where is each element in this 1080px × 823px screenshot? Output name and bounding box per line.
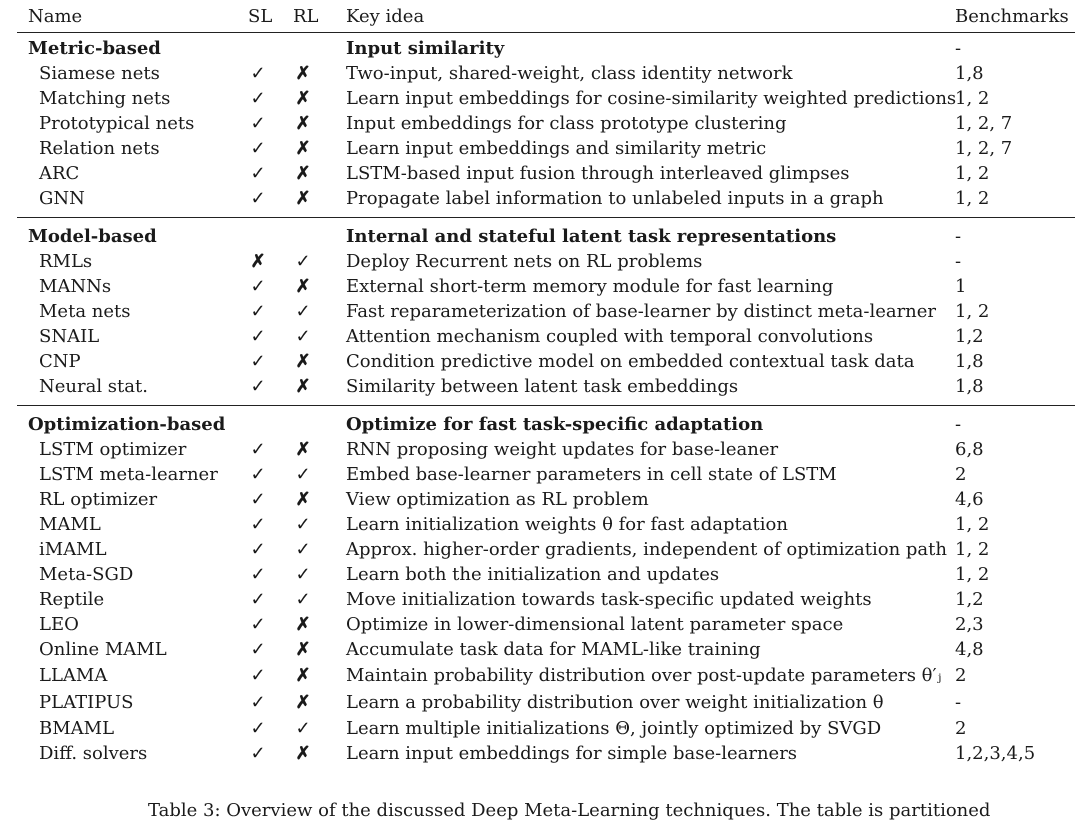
table-row <box>0 324 1080 349</box>
group-title: Metric-based <box>28 38 161 59</box>
header-rl: RL <box>293 6 319 27</box>
row-name: LSTM meta-learner <box>39 464 218 485</box>
row-bench: 2 <box>955 718 967 739</box>
row-rl: ✗ <box>295 188 311 209</box>
row-key-idea: Learn input embeddings and similarity metric <box>346 138 767 159</box>
row-rl: ✓ <box>295 718 311 739</box>
row-key-idea: External short-term memory module for fast learning <box>346 276 834 297</box>
row-key-idea: Input embeddings for class prototype clustering <box>346 113 787 134</box>
row-sl: ✓ <box>250 376 266 397</box>
row-bench: 2 <box>955 464 967 485</box>
group-title: Model-based <box>28 226 157 247</box>
row-name: CNP <box>39 351 81 372</box>
row-name: Relation nets <box>39 138 160 159</box>
row-bench: 1, 2 <box>955 564 990 585</box>
row-name: RL optimizer <box>39 489 158 510</box>
row-name: MAML <box>39 514 101 535</box>
row-rl: ✓ <box>295 564 311 585</box>
header-key-idea: Key idea <box>346 6 425 27</box>
row-rl: ✗ <box>295 376 311 397</box>
row-key-idea: Accumulate task data for MAML-like training <box>346 639 761 660</box>
row-bench: 1, 2 <box>955 301 990 322</box>
row-key-idea: Learn both the initialization and updates <box>346 564 720 585</box>
row-name: PLATIPUS <box>39 692 134 713</box>
group-header <box>0 36 1080 61</box>
row-sl: ✓ <box>250 113 266 134</box>
table-row <box>0 349 1080 374</box>
table-header <box>0 4 1080 29</box>
table-row <box>0 690 1080 715</box>
table-row <box>0 562 1080 587</box>
row-sl: ✓ <box>250 464 266 485</box>
row-rl: ✓ <box>295 326 311 347</box>
table-row <box>0 437 1080 462</box>
row-key-idea: Learn input embeddings for cosine-similarity weighted predictions <box>346 88 957 109</box>
row-bench: 1, 2 <box>955 163 990 184</box>
row-rl: ✗ <box>295 743 311 764</box>
row-bench: 2 <box>955 665 967 686</box>
row-sl: ✓ <box>250 326 266 347</box>
row-sl: ✓ <box>250 276 266 297</box>
table-row <box>0 374 1080 399</box>
table-row <box>0 537 1080 562</box>
header-rule <box>17 32 1075 33</box>
row-rl: ✗ <box>295 163 311 184</box>
row-sl: ✓ <box>250 514 266 535</box>
table-row <box>0 462 1080 487</box>
row-key-idea: Maintain probability distribution over post-update parameters θ′ⱼ <box>346 665 942 686</box>
row-rl: ✓ <box>295 589 311 610</box>
row-name: Diff. solvers <box>39 743 148 764</box>
row-rl: ✓ <box>295 514 311 535</box>
group-rule <box>17 405 1075 406</box>
row-key-idea: Learn input embeddings for simple base-learners <box>346 743 798 764</box>
row-key-idea: RNN proposing weight updates for base-leaner <box>346 439 779 460</box>
row-bench: 1 <box>955 276 967 297</box>
table-row <box>0 186 1080 211</box>
row-bench: - <box>955 251 962 272</box>
row-sl: ✓ <box>250 301 266 322</box>
row-sl: ✓ <box>250 138 266 159</box>
row-name: GNN <box>39 188 85 209</box>
row-bench: 1,2 <box>955 326 984 347</box>
row-bench: 1,2,3,4,5 <box>955 743 1036 764</box>
table-row <box>0 487 1080 512</box>
row-sl: ✓ <box>250 88 266 109</box>
row-rl: ✗ <box>295 665 311 686</box>
row-key-idea: Deploy Recurrent nets on RL problems <box>346 251 703 272</box>
row-rl: ✗ <box>295 63 311 84</box>
table-row <box>0 716 1080 741</box>
row-key-idea: Learn initialization weights θ for fast adaptation <box>346 514 788 535</box>
table-row <box>0 612 1080 637</box>
row-sl: ✓ <box>250 163 266 184</box>
row-name: Matching nets <box>39 88 171 109</box>
row-key-idea: Embed base-learner parameters in cell state of LSTM <box>346 464 837 485</box>
row-sl: ✓ <box>250 564 266 585</box>
row-name: Prototypical nets <box>39 113 195 134</box>
row-key-idea: Condition predictive model on embedded contextual task data <box>346 351 915 372</box>
row-key-idea: Move initialization towards task-specific updated weights <box>346 589 872 610</box>
group-header <box>0 224 1080 249</box>
table-row <box>0 86 1080 111</box>
row-rl: ✗ <box>295 489 311 510</box>
row-sl: ✓ <box>250 351 266 372</box>
row-name: RMLs <box>39 251 93 272</box>
row-rl: ✓ <box>295 301 311 322</box>
row-bench: 1, 2, 7 <box>955 113 1013 134</box>
table-row <box>0 299 1080 324</box>
row-bench: 6,8 <box>955 439 984 460</box>
row-sl: ✓ <box>250 439 266 460</box>
row-name: Online MAML <box>39 639 167 660</box>
row-rl: ✗ <box>295 138 311 159</box>
row-sl: ✓ <box>250 539 266 560</box>
row-bench: 1,8 <box>955 351 984 372</box>
row-rl: ✗ <box>295 639 311 660</box>
row-rl: ✓ <box>295 464 311 485</box>
row-bench: 1, 2 <box>955 188 990 209</box>
header-name: Name <box>28 6 83 27</box>
group-title: Optimization-based <box>28 414 226 435</box>
row-bench: 1,8 <box>955 63 984 84</box>
group-bench: - <box>955 38 962 59</box>
row-bench: 1, 2 <box>955 88 990 109</box>
row-bench: - <box>955 692 962 713</box>
row-sl: ✓ <box>250 692 266 713</box>
row-key-idea: Optimize in lower-dimensional latent parameter space <box>346 614 844 635</box>
row-rl: ✓ <box>295 251 311 272</box>
row-key-idea: Approx. higher-order gradients, independent of optimization path <box>346 539 947 560</box>
group-key-idea: Internal and stateful latent task representations <box>346 226 837 247</box>
table-row <box>0 741 1080 766</box>
row-rl: ✗ <box>295 113 311 134</box>
row-name: Siamese nets <box>39 63 160 84</box>
group-header <box>0 412 1080 437</box>
row-name: Meta nets <box>39 301 131 322</box>
row-bench: 2,3 <box>955 614 984 635</box>
row-sl: ✓ <box>250 188 266 209</box>
row-key-idea: LSTM-based input fusion through interleaved glimpses <box>346 163 850 184</box>
row-bench: 1,2 <box>955 589 984 610</box>
row-key-idea: View optimization as RL problem <box>346 489 649 510</box>
row-sl: ✓ <box>250 614 266 635</box>
row-name: LEO <box>39 614 79 635</box>
row-rl: ✗ <box>295 614 311 635</box>
row-key-idea: Fast reparameterization of base-learner by distinct meta-learner <box>346 301 937 322</box>
table-row <box>0 61 1080 86</box>
row-sl: ✓ <box>250 589 266 610</box>
table-caption: Table 3: Overview of the discussed Deep Meta-Learning techniques. The table is partitioned <box>148 800 991 821</box>
row-rl: ✗ <box>295 88 311 109</box>
row-bench: 1, 2 <box>955 539 990 560</box>
row-key-idea: Learn a probability distribution over weight initialization θ <box>346 692 884 713</box>
group-bench: - <box>955 414 962 435</box>
row-name: Meta-SGD <box>39 564 134 585</box>
row-name: Reptile <box>39 589 105 610</box>
row-name: Neural stat. <box>39 376 148 397</box>
row-sl: ✓ <box>250 63 266 84</box>
table-row <box>0 111 1080 136</box>
row-name: ARC <box>39 163 80 184</box>
row-key-idea: Two-input, shared-weight, class identity network <box>346 63 793 84</box>
row-sl: ✓ <box>250 489 266 510</box>
group-key-idea: Input similarity <box>346 38 505 59</box>
row-rl: ✗ <box>295 692 311 713</box>
table-row <box>0 512 1080 537</box>
row-name: LSTM optimizer <box>39 439 187 460</box>
row-name: LLAMA <box>39 665 108 686</box>
row-sl: ✗ <box>250 251 266 272</box>
header-sl: SL <box>248 6 273 27</box>
row-name: SNAIL <box>39 326 100 347</box>
group-bench: - <box>955 226 962 247</box>
group-rule <box>17 217 1075 218</box>
row-sl: ✓ <box>250 665 266 686</box>
group-key-idea: Optimize for fast task-specific adaptation <box>346 414 764 435</box>
row-sl: ✓ <box>250 639 266 660</box>
table-row <box>0 587 1080 612</box>
header-benchmarks: Benchmarks <box>955 6 1069 27</box>
row-key-idea: Learn multiple initializations Θ, jointly optimized by SVGD <box>346 718 882 739</box>
row-name: iMAML <box>39 539 107 560</box>
row-rl: ✗ <box>295 351 311 372</box>
row-bench: 4,8 <box>955 639 984 660</box>
table-row <box>0 637 1080 662</box>
table-row <box>0 136 1080 161</box>
table-row <box>0 161 1080 186</box>
row-name: MANNs <box>39 276 112 297</box>
row-name: BMAML <box>39 718 115 739</box>
row-bench: 4,6 <box>955 489 984 510</box>
row-rl: ✗ <box>295 276 311 297</box>
row-sl: ✓ <box>250 743 266 764</box>
row-bench: 1, 2 <box>955 514 990 535</box>
row-key-idea: Similarity between latent task embeddings <box>346 376 739 397</box>
row-rl: ✗ <box>295 439 311 460</box>
row-rl: ✓ <box>295 539 311 560</box>
table-row <box>0 663 1080 688</box>
row-bench: 1,8 <box>955 376 984 397</box>
row-bench: 1, 2, 7 <box>955 138 1013 159</box>
row-key-idea: Propagate label information to unlabeled inputs in a graph <box>346 188 884 209</box>
row-key-idea: Attention mechanism coupled with temporal convolutions <box>346 326 874 347</box>
row-sl: ✓ <box>250 718 266 739</box>
table-row <box>0 249 1080 274</box>
table-row <box>0 274 1080 299</box>
